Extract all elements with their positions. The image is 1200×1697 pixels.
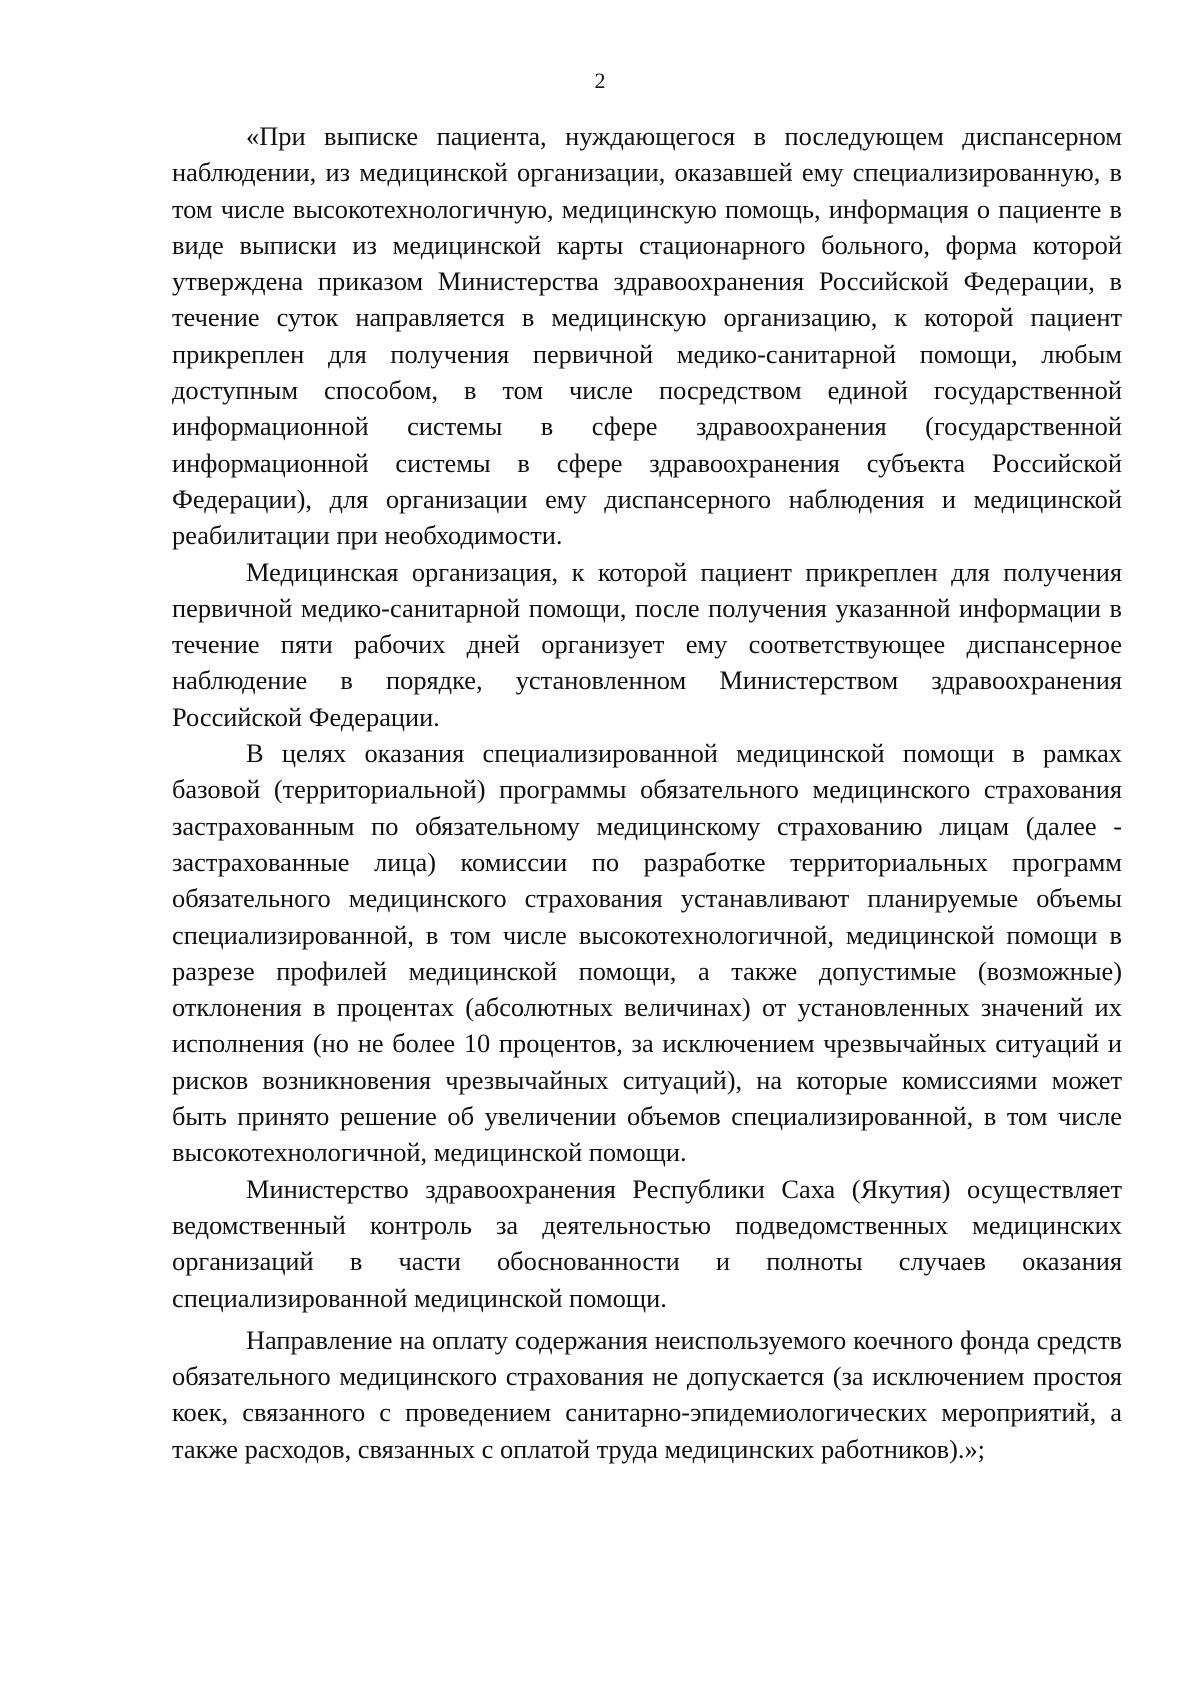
paragraph-specialized-care-volumes: В целях оказания специализированной медицинской помощи в рамках базовой (территориальной) программы обязательного медицинского страхования застрахованным по обязательному медицинскому страхованию лицам (далее - застрахованные лица) комиссии по разработке территориальных программ обязательного медицинского страхования устанавливают планируемые объемы специализированной, в том числе высокотехнологичной, медицинской помощи в разрезе профилей медицинской помощи, а также допустимые (возможные) отклонения в процентах (абсолютных величинах) от установленных значений их исполнения (но не более 10 процентов, за исключением чрезвычайных ситуаций и рисков возникновения чрезвычайных ситуаций), на которые комиссиями может быть принято решение об увеличении объемов специализированной, в том числе высокотехнологичной, медицинской помощи. xyxy=(172,738,1122,1168)
paragraph-ministry-control: Министерство здравоохранения Республики Саха (Якутия) осуществляет ведомственный контроль за деятельностью подведомственных медицинских организаций в части обоснованности и полноты случаев оказания специализированной медицинской помощи. xyxy=(172,1173,1122,1313)
paragraph-bed-fund-payment: Направление на оплату содержания неиспользуемого коечного фонда средств обязательного медицинского страхования не допускается (за исключением простоя коек, связанного с проведением санитарно-эпидемиологических мероприятий, а также расходов, связанных с оплатой труда медицинских работников).»; xyxy=(172,1324,1122,1464)
page-number: 2 xyxy=(594,68,606,93)
paragraph-dispensary-observation: Медицинская организация, к которой пациент прикреплен для получения первичной медико-санитарной помощи, после получения указанной информации в течение пяти рабочих дней организует ему соответствующее диспансерное наблюдение в порядке, установленном Министерством здравоохранения Российской Федерации. xyxy=(172,556,1122,732)
document-body xyxy=(172,118,1122,1467)
paragraph-discharge-extract: «При выписке пациента, нуждающегося в последующем диспансерном наблюдении, из медицинской организации, оказавшей ему специализированную, в том числе высокотехнологичную, медицинскую помощь, информация о пациенте в виде выписки из медицинской карты стационарного больного, форма которой утверждена приказом Министерства здравоохранения Российской Федерации, в течение суток направляется в медицинскую организацию, к которой пациент прикреплен для получения первичной медико-санитарной помощи, любым доступным способом, в том числе посредством единой государственной информационной системы в сфере здравоохранения (государственной информационной системы в сфере здравоохранения субъекта Российской Федерации), для организации ему диспансерного наблюдения и медицинской реабилитации при необходимости. xyxy=(172,121,1122,551)
